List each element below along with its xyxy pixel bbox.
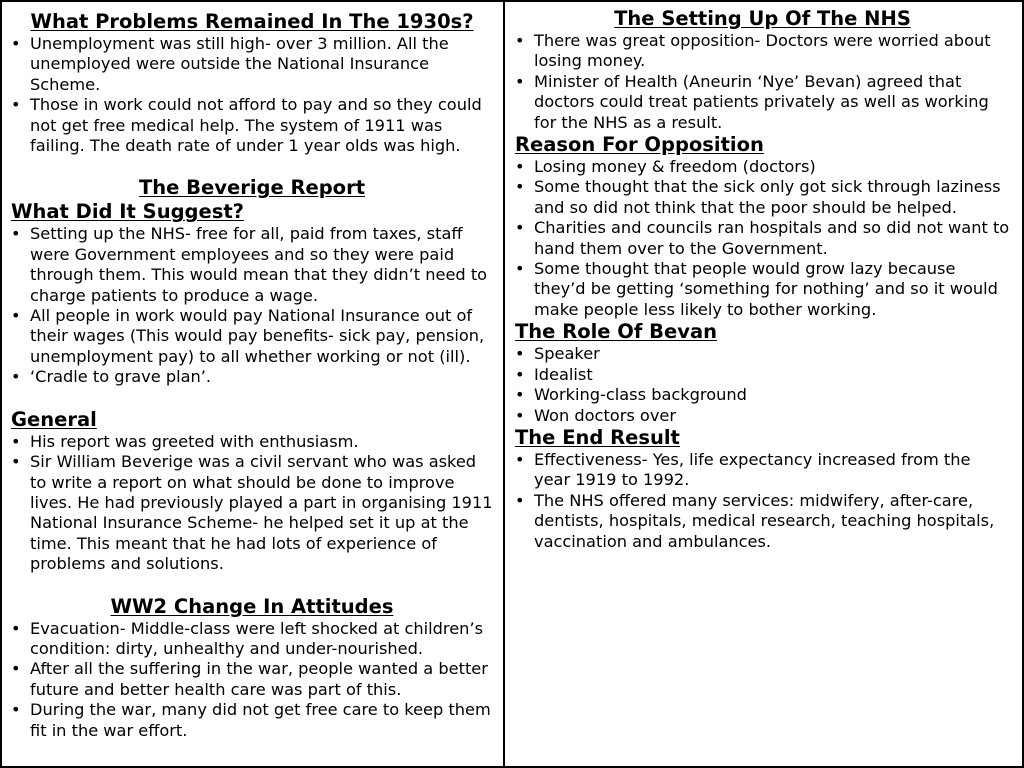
list-item: • All people in work would pay National Insurance out of their wages (This would pay benefits- sick pay, pension, unemployment pay) to all whether working or not (ill).	[11, 306, 493, 367]
nhs-setup-heading: The Setting Up Of The NHS	[614, 7, 911, 30]
problems-1930s-list	[11, 34, 493, 156]
list-item: • Some thought that the sick only got sick through laziness and so did not think that the poor should be helped.	[515, 177, 1010, 218]
list-item: • Minister of Health (Aneurin ‘Nye’ Bevan) agreed that doctors could treat patients privately as well as working for the NHS as a result.	[515, 72, 1010, 133]
right-panel	[503, 0, 1024, 768]
list-item: • Some thought that people would grow lazy because they’d be getting ‘something for nothing’ and so it would make people less likely to bother working.	[515, 259, 1010, 320]
list-item: • Idealist	[515, 365, 1010, 385]
left-panel	[0, 0, 505, 768]
list-item: • ‘Cradle to grave plan’.	[11, 367, 493, 387]
list-item: • Sir William Beverige was a civil servant who was asked to write a report on what should be done to improve lives. He had previously played a part in organising 1911 National Insurance Scheme- he helped set it up at the time. This meant that he had lots of experience of problems and solutions.	[11, 452, 493, 574]
list-item: • Won doctors over	[515, 406, 1010, 426]
list-item: • Charities and councils ran hospitals and so did not want to hand them over to the Government.	[515, 218, 1010, 259]
list-item: • Losing money & freedom (doctors)	[515, 157, 1010, 177]
problems-1930s-heading: What Problems Remained In The 1930s?	[30, 10, 474, 33]
list-item: • Working-class background	[515, 385, 1010, 405]
list-item: • The NHS offered many services: midwifery, after-care, dentists, hospitals, medical research, teaching hospitals, vaccination and ambulances.	[515, 491, 1010, 552]
nhs-setup-list	[515, 31, 1010, 133]
list-item: • Effectiveness- Yes, life expectancy increased from the year 1919 to 1992.	[515, 450, 1010, 491]
beveridge-report-heading: The Beverige Report	[138, 176, 366, 200]
general-list	[11, 432, 493, 575]
suggestions-list	[11, 224, 493, 387]
list-item: • Evacuation- Middle-class were left shocked at children’s condition: dirty, unhealthy and under-nourished.	[11, 619, 493, 660]
spacer	[11, 156, 493, 176]
opposition-heading: Reason For Opposition	[515, 133, 764, 157]
what-did-it-suggest-heading: What Did It Suggest?	[11, 200, 244, 224]
list-item: • During the war, many did not get free care to keep them fit in the war effort.	[11, 700, 493, 741]
list-item: • Speaker	[515, 344, 1010, 364]
list-item: • Setting up the NHS- free for all, paid from taxes, staff were Government employees and so they were paid through them. This would mean that they didn’t need to charge patients to produce a wage.	[11, 224, 493, 306]
role-of-bevan-list	[515, 344, 1010, 426]
list-item: • Those in work could not afford to pay and so they could not get free medical help. The system of 1911 was failing. The death rate of under 1 year olds was high.	[11, 95, 493, 156]
ww2-attitudes-list	[11, 619, 493, 741]
list-item: • His report was greeted with enthusiasm.	[11, 432, 493, 452]
role-of-bevan-heading: The Role Of Bevan	[515, 320, 717, 344]
end-result-list	[515, 450, 1010, 552]
general-heading: General	[11, 407, 97, 431]
list-item: • Unemployment was still high- over 3 million. All the unemployed were outside the National Insurance Scheme.	[11, 34, 493, 95]
list-item: • After all the suffering in the war, people wanted a better future and better health care was part of this.	[11, 659, 493, 700]
end-result-heading: The End Result	[515, 425, 680, 449]
opposition-list	[515, 157, 1010, 320]
spacer	[11, 388, 493, 408]
spacer	[11, 575, 493, 595]
list-item: • There was great opposition- Doctors were worried about losing money.	[515, 31, 1010, 72]
ww2-attitudes-heading: WW2 Change In Attitudes	[110, 594, 394, 618]
